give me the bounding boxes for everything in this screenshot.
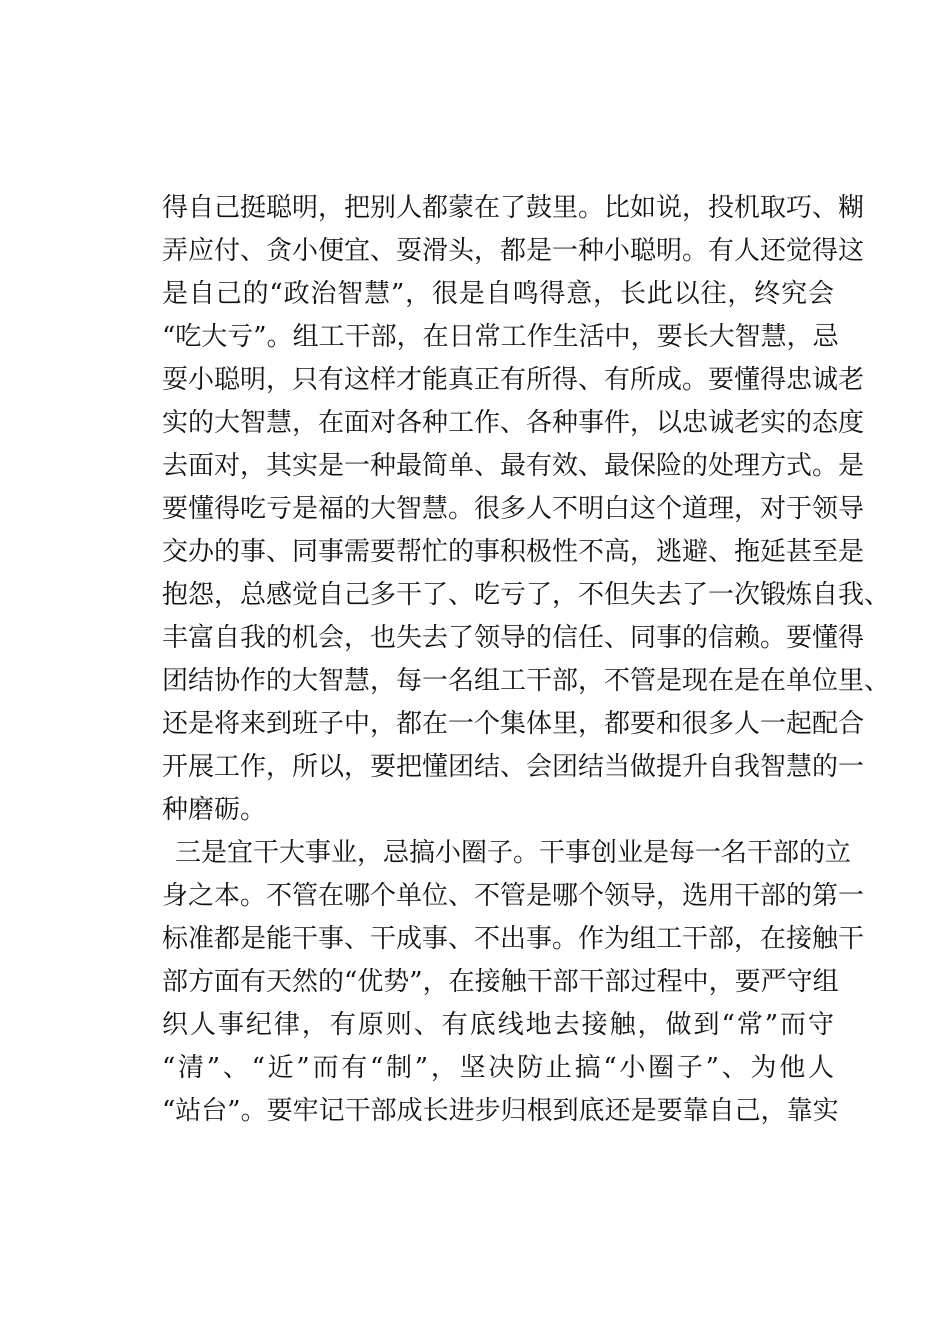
text-line: 抱怨，总感觉自己多干了、吃亏了，不但失去了一次锻炼自我、 — [162, 580, 891, 610]
text-line: 实的大智慧，在面对各种工作、各种事件，以忠诚老实的态度 — [162, 408, 865, 438]
text-line: 标准都是能干事、干成事、不出事。作为组工干部，在接触干 — [162, 924, 865, 954]
text-line: 部方面有天然的“优势”，在接触干部干部过程中，要严守组 — [162, 967, 839, 997]
text-line: 耍小聪明，只有这样才能真正有所得、有所成。要懂得忠诚老 — [162, 365, 865, 395]
text-line: 丰富自我的机会，也失去了领导的信任、同事的信赖。要懂得 — [162, 623, 865, 653]
text-line: 得自己挺聪明，把别人都蒙在了鼓里。比如说，投机取巧、糊 — [162, 193, 865, 223]
text-line: 还是将来到班子中，都在一个集体里，都要和很多人一起配合 — [162, 709, 865, 739]
text-line: 要懂得吃亏是福的大智慧。很多人不明白这个道理，对于领导 — [162, 494, 865, 524]
text-line: 去面对，其实是一种最简单、最有效、最保险的处理方式。是 — [162, 451, 865, 481]
text-line: “站台”。要牢记干部成长进步归根到底还是要靠自己，靠实 — [162, 1096, 839, 1126]
text-line: 团结协作的大智慧，每一名组工干部，不管是现在是在单位里、 — [162, 666, 891, 696]
paragraph-first-line: 三是宜干大事业，忌搞小圈子。干事创业是每一名干部的立 — [175, 838, 852, 868]
text-line: “清”、“近”而有“制”，坚决防止搞“小圈子”、为他人 — [162, 1053, 834, 1083]
text-line: 织人事纪律，有原则、有底线地去接触，做到“常”而守 — [162, 1010, 834, 1040]
text-line: 交办的事、同事需要帮忙的事积极性不高，逃避、拖延甚至是 — [162, 537, 865, 567]
text-line: “吃大亏”。组工干部，在日常工作生活中，要长大智慧，忌 — [162, 322, 839, 352]
text-line: 种磨砺。 — [162, 795, 267, 825]
text-line: 开展工作，所以，要把懂团结、会团结当做提升自我智慧的一 — [162, 752, 865, 782]
text-line: 身之本。不管在哪个单位、不管是哪个领导，选用干部的第一 — [162, 881, 865, 911]
text-line: 弄应付、贪小便宜、耍滑头，都是一种小聪明。有人还觉得这 — [162, 236, 865, 266]
text-line: 是自己的“政治智慧”，很是自鸣得意，长此以往，终究会 — [162, 279, 834, 309]
